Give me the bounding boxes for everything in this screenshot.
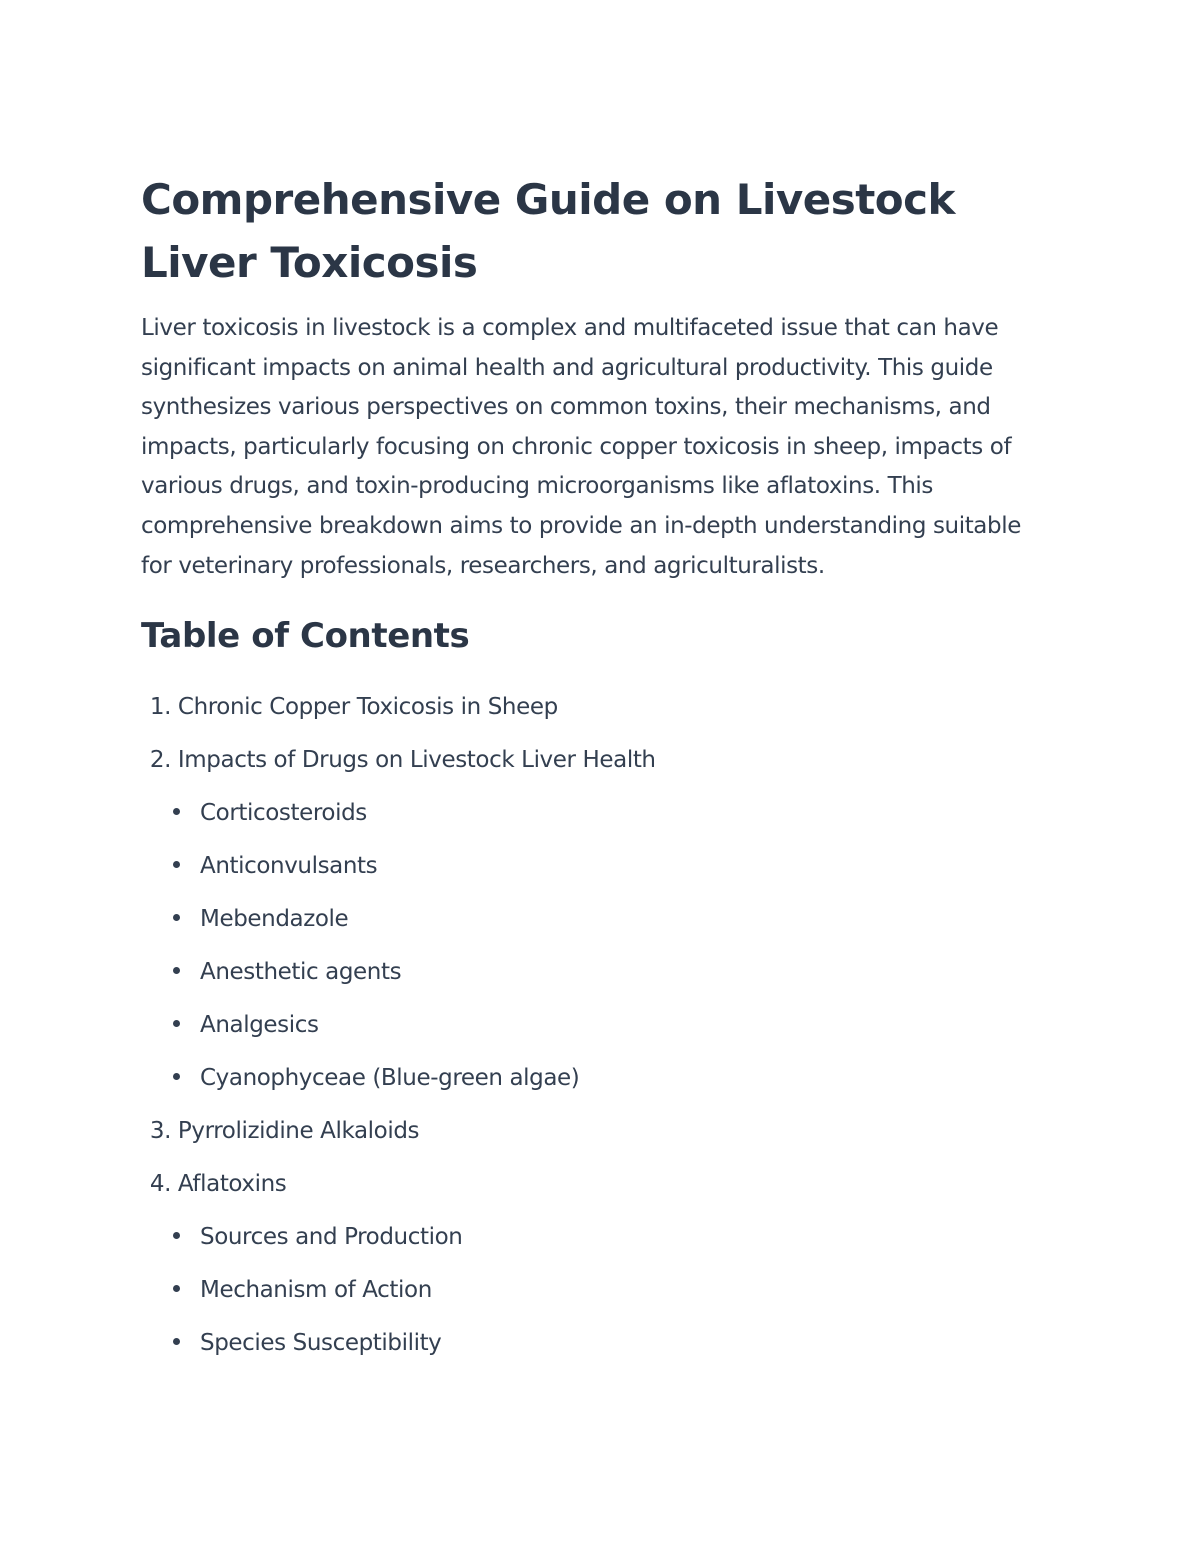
document-title: Comprehensive Guide on Livestock Liver Toxicosis [141, 175, 955, 287]
toc-subitem-label: Sources and Production [200, 1224, 463, 1251]
toc-item-label: Aflatoxins [177, 1171, 287, 1198]
toc-subitem[interactable] [173, 1264, 1041, 1317]
bullet-icon [173, 1020, 180, 1027]
bullet-icon [173, 861, 180, 868]
bullet-icon [173, 1232, 180, 1239]
toc-item [141, 1105, 1041, 1158]
toc-item-line[interactable] [141, 1105, 1041, 1158]
document-page [141, 168, 1041, 1370]
toc-subitem-label: Corticosteroids [200, 800, 367, 827]
toc-item-line[interactable] [141, 681, 1041, 734]
toc-subitem-label: Cyanophyceae (Blue-green algae) [200, 1065, 580, 1092]
toc-item [141, 734, 1041, 1105]
toc-sublist [141, 1211, 1041, 1370]
toc-subitem-label: Species Susceptibility [200, 1330, 442, 1357]
bullet-icon [173, 1338, 180, 1345]
toc-subitem[interactable] [173, 999, 1041, 1052]
toc-subitem[interactable] [173, 840, 1041, 893]
bullet-icon [173, 1285, 180, 1292]
toc-item-number: 4. [149, 1171, 171, 1198]
toc-item-label: Impacts of Drugs on Livestock Liver Health [177, 747, 656, 774]
toc-subitem-label: Anesthetic agents [200, 959, 402, 986]
toc-subitem[interactable] [173, 946, 1041, 999]
toc-item [141, 1158, 1041, 1370]
toc-item-number: 3. [149, 1118, 171, 1145]
toc-subitem[interactable] [173, 1052, 1041, 1105]
toc-item-label: Chronic Copper Toxicosis in Sheep [177, 694, 558, 721]
toc-subitem[interactable] [173, 1317, 1041, 1370]
toc-subitem-label: Mebendazole [200, 906, 349, 933]
toc-item-number: 2. [149, 747, 171, 774]
intro-paragraph: Liver toxicosis in livestock is a complex and multifaceted issue that can have significant impacts on animal health and agricultural productivity. This guide synthesizes various perspectives on common toxins, their mechanisms, and impacts, particularly focusing on chronic copper toxicosis in sheep, impacts of various drugs, and toxin-producing microorganisms like aflatoxins. This comprehensive breakdown aims to provide an in-depth understanding suitable for veterinary professionals, researchers, and agriculturalists. [141, 315, 1021, 579]
toc-subitem-label: Anticonvulsants [200, 853, 378, 880]
toc-subitem[interactable] [173, 1211, 1041, 1264]
bullet-icon [173, 967, 180, 974]
toc-subitem-label: Mechanism of Action [200, 1277, 432, 1304]
toc-item-line[interactable] [141, 734, 1041, 787]
toc-sublist [141, 787, 1041, 1105]
bullet-icon [173, 808, 180, 815]
toc-item-number: 1. [149, 694, 171, 721]
toc-item-label: Pyrrolizidine Alkaloids [177, 1118, 420, 1145]
bullet-icon [173, 914, 180, 921]
toc-subitem[interactable] [173, 787, 1041, 840]
toc-subitem-label: Analgesics [200, 1012, 319, 1039]
toc-item-line[interactable] [141, 1158, 1041, 1211]
bullet-icon [173, 1073, 180, 1080]
toc-heading: Table of Contents [141, 616, 470, 657]
table-of-contents [141, 681, 1041, 1370]
toc-item [141, 681, 1041, 734]
toc-subitem[interactable] [173, 893, 1041, 946]
